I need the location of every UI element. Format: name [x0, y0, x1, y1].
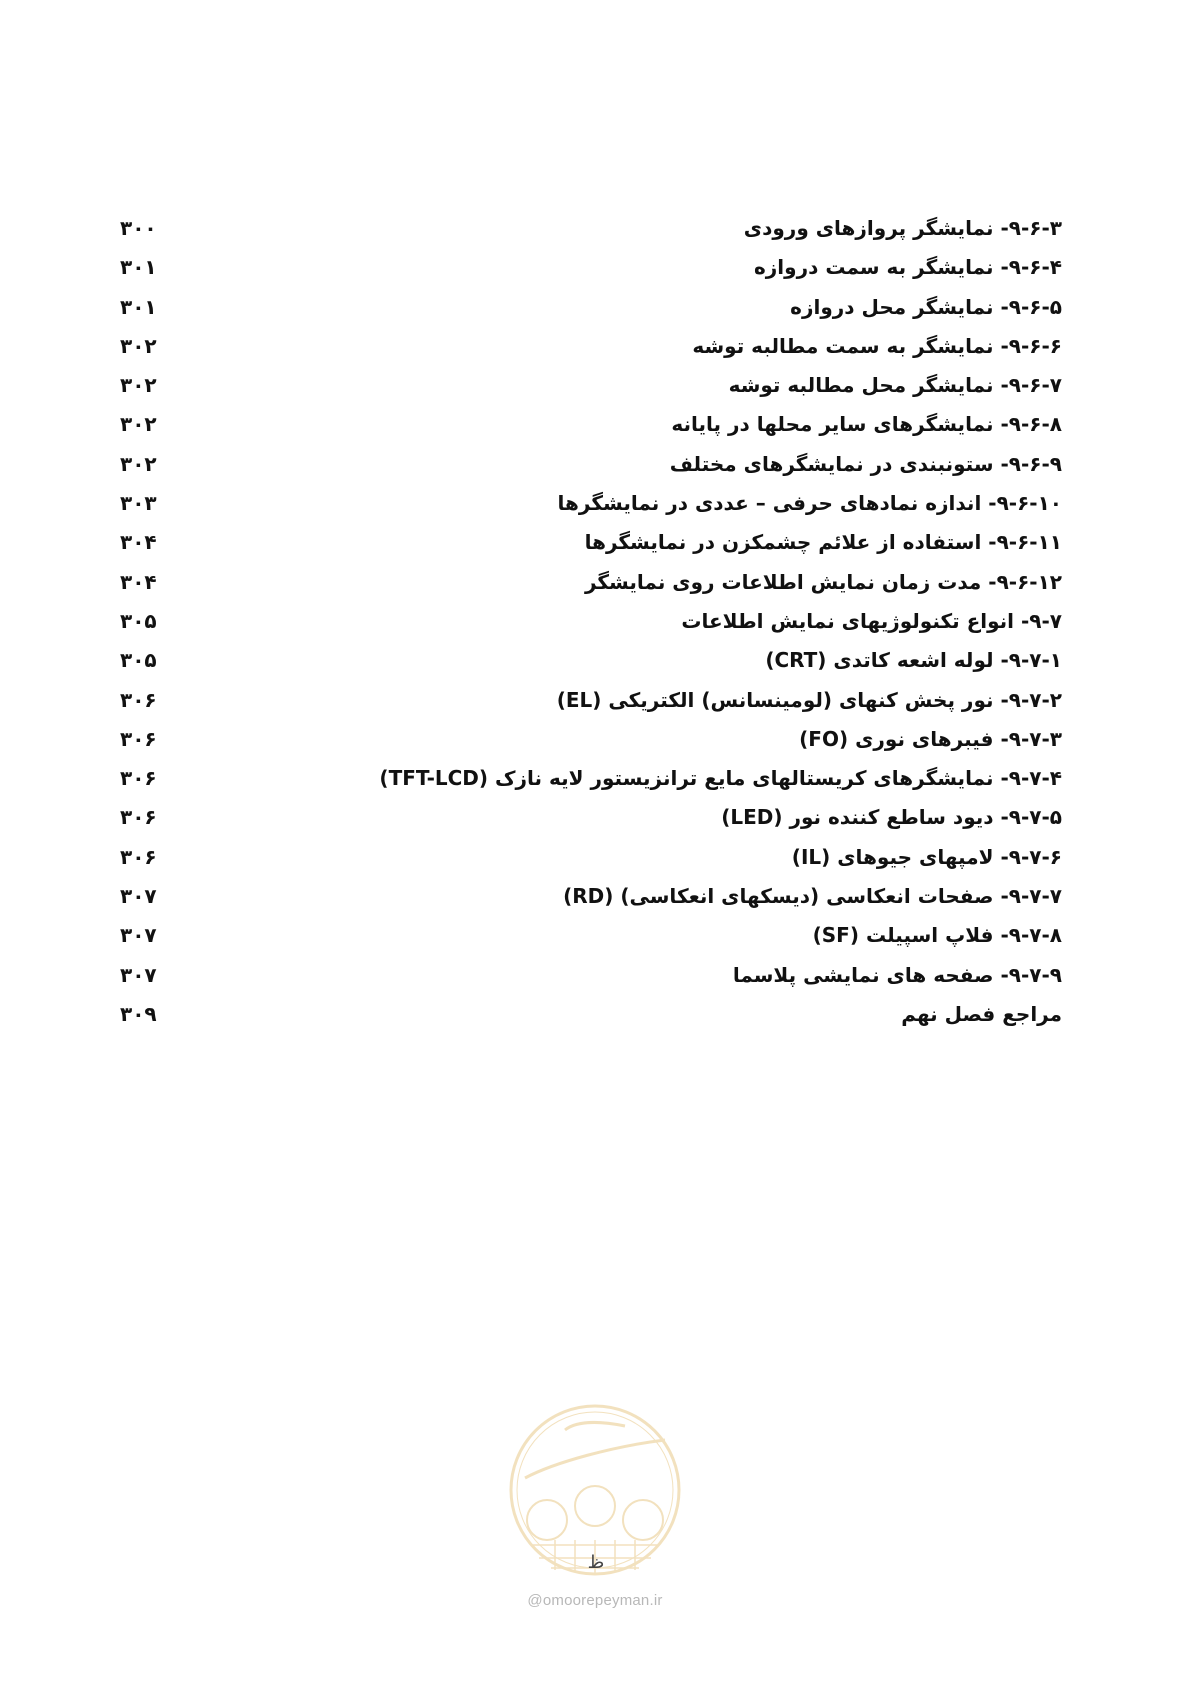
toc-entry-title: مراجع فصل نهم	[901, 1001, 1062, 1026]
toc-entry-title: ۹-۷-۸- فلاپ اسپیلت (SF)	[812, 923, 1062, 948]
toc-row	[120, 489, 1062, 528]
toc-entry-title: ۹-۶-۵- نمایشگر محل دروازه	[790, 294, 1062, 319]
toc-entry-page: ۳۰۶	[120, 687, 157, 712]
toc-row	[120, 528, 1062, 567]
toc-entry-title: ۹-۷-۱- لوله اشعه کاتدی (CRT)	[765, 648, 1062, 673]
toc-row	[120, 607, 1062, 646]
toc-entry-title: ۹-۶-۷- نمایشگر محل مطالبه توشه	[728, 373, 1062, 398]
toc-entry-page: ۳۰۷	[120, 962, 157, 987]
toc-entry-page: ۳۰۷	[120, 923, 157, 948]
toc-entry-page: ۳۰۴	[120, 569, 157, 594]
toc-entry-title: ۹-۶-۹- ستونبندی در نمایشگرهای مختلف	[669, 451, 1062, 476]
toc-row	[120, 214, 1062, 253]
toc-row	[120, 764, 1062, 803]
toc-entry-title: ۹-۶-۳- نمایشگر پروازهای ورودی	[743, 216, 1062, 240]
table-of-contents	[120, 214, 1062, 1039]
toc-entry-page: ۳۰۱	[120, 294, 157, 319]
toc-row	[120, 371, 1062, 410]
toc-entry-page: ۳۰۹	[120, 1001, 157, 1026]
toc-entry-page: ۳۰۶	[120, 726, 157, 751]
toc-row	[120, 450, 1062, 489]
toc-entry-page: ۳۰۱	[120, 255, 157, 280]
toc-row	[120, 1000, 1062, 1039]
toc-entry-page: ۳۰۶	[120, 805, 157, 830]
toc-entry-title: ۹-۶-۶- نمایشگر به سمت مطالبه توشه	[692, 333, 1062, 358]
toc-row	[120, 410, 1062, 449]
toc-entry-page: ۳۰۵	[120, 608, 157, 633]
toc-entry-title: ۹-۶-۱۲- مدت زمان نمایش اطلاعات روی نمایشگر	[584, 569, 1062, 594]
toc-entry-title: ۹-۶-۴- نمایشگر به سمت دروازه	[753, 255, 1062, 280]
toc-row	[120, 921, 1062, 960]
toc-row	[120, 293, 1062, 332]
toc-entry-title: ۹-۷-۴- نمایشگرهای کریستالهای مایع ترانزیستور لایه نازک (TFT-LCD)	[379, 766, 1062, 791]
toc-entry-title: ۹-۶-۱۰- اندازه نمادهای حرفی – عددی در نمایشگرها	[557, 491, 1062, 516]
toc-entry-title: ۹-۷-۵- دیود ساطع کننده نور (LED)	[721, 805, 1062, 830]
toc-entry-page: ۳۰۰	[120, 216, 157, 240]
toc-entry-title: ۹-۷- انواع تکنولوژیهای نمایش اطلاعات	[681, 608, 1062, 633]
page-number: ظ	[587, 1552, 605, 1573]
toc-entry-page: ۳۰۶	[120, 766, 157, 791]
toc-entry-page: ۳۰۴	[120, 530, 157, 555]
toc-entry-page: ۳۰۳	[120, 491, 157, 516]
toc-entry-title: ۹-۶-۱۱- استفاده از علائم چشمکزن در نمایشگرها	[584, 530, 1062, 555]
toc-entry-title: ۹-۷-۶- لامپهای جیوهای (IL)	[791, 844, 1062, 869]
toc-row	[120, 882, 1062, 921]
toc-entry-page: ۳۰۲	[120, 412, 157, 437]
toc-row	[120, 725, 1062, 764]
toc-row	[120, 843, 1062, 882]
toc-entry-title: ۹-۶-۸- نمایشگرهای سایر محلها در پایانه	[671, 412, 1062, 437]
toc-row	[120, 253, 1062, 292]
website-url: @omoorepeyman.ir	[527, 1592, 663, 1609]
toc-entry-title: ۹-۷-۲- نور پخش کنهای (لومینسانس) الکتریکی (EL)	[556, 687, 1062, 712]
toc-row	[120, 961, 1062, 1000]
toc-row	[120, 686, 1062, 725]
toc-entry-page: ۳۰۷	[120, 884, 157, 909]
toc-entry-page: ۳۰۶	[120, 844, 157, 869]
toc-row	[120, 803, 1062, 842]
toc-entry-title: ۹-۷-۳- فیبرهای نوری (FO)	[799, 726, 1062, 751]
toc-row	[120, 332, 1062, 371]
toc-entry-title: ۹-۷-۷- صفحات انعکاسی (دیسکهای انعکاسی) (RD)	[563, 884, 1062, 909]
toc-row	[120, 568, 1062, 607]
toc-entry-title: ۹-۷-۹- صفحه های نمایشی پلاسما	[732, 962, 1062, 987]
toc-entry-page: ۳۰۲	[120, 451, 157, 476]
toc-entry-page: ۳۰۲	[120, 333, 157, 358]
toc-entry-page: ۳۰۲	[120, 373, 157, 398]
toc-row	[120, 646, 1062, 685]
toc-entry-page: ۳۰۵	[120, 648, 157, 673]
